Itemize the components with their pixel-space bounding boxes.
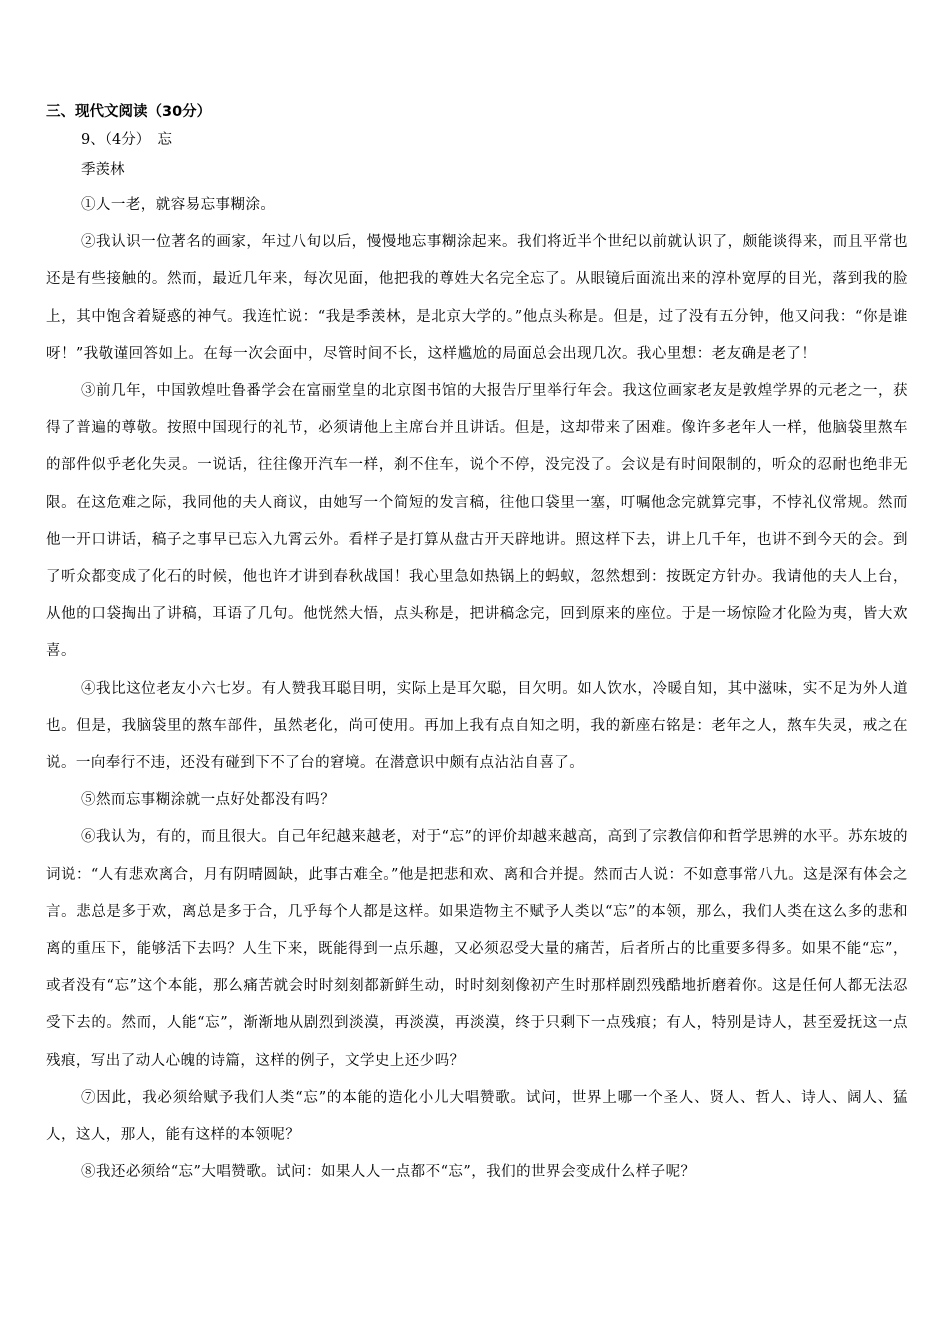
article-author: 季羡林 [81, 162, 125, 178]
section-title: 三、现代文阅读（30分） [46, 104, 212, 120]
paragraph-8: ⑧我还必须给“忘”大唱赞歌。试问：如果人人一点都不“忘”，我们的世界会变成什么样子呢？ [81, 1164, 696, 1181]
question-label: 9、（4分） 忘 [81, 132, 172, 148]
document-page [46, 98, 908, 1191]
paragraph-5: ⑤然而忘事糊涂就一点好处都没有吗？ [81, 792, 336, 809]
paragraph-2: ②我认识一位著名的画家，年过八旬以后，慢慢地忘事糊涂起来。我们将近半个世纪以前就认识了，颇能谈得来，而且平常也还是有些接触的。然而，最近几年来，每次见面，他把我的尊姓大名完全忘了。从眼镜后面流出来的淳朴宽厚的目光，落到我的脸上，其中饱含着疑惑的神气。我连忙说：“我是季羡林，是北京大学的。”他点头称是。但是，过了没有五分钟，他又问我：“你是谁呀！”我敬谨回答如上。在每一次会面中，尽管时间不长，这样尴尬的局面总会出现几次。我心里想：老友确是老了！ [46, 234, 908, 362]
paragraph-1: ①人一老，就容易忘事糊涂。 [81, 197, 276, 213]
paragraph-4: ④我比这位老友小六七岁。有人赞我耳聪目明，实际上是耳欠聪，目欠明。如人饮水，冷暖自知，其中滋味，实不足为外人道也。但是，我脑袋里的熬车部件，虽然老化，尚可使用。再加上我有点自知之明，我的新座右铭是：老年之人，熬车失灵，戒之在说。一向奉行不违，还没有碰到下不了台的窘境。在潜意识中颇有点沾沾自喜了。 [46, 680, 908, 772]
paragraph-3: ③前几年，中国敦煌吐鲁番学会在富丽堂皇的北京图书馆的大报告厅里举行年会。我这位画家老友是敦煌学界的元老之一，获得了普遍的尊敬。按照中国现行的礼节，必须请他上主席台并且讲话。但是，这却带来了困难。像许多老年人一样，他脑袋里熬车的部件似乎老化失灵。一说话，往往像开汽车一样，刹不住车，说个不停，没完没了。会议是有时间限制的，听众的忍耐也绝非无限。在这危难之际，我同他的夫人商议，由她写一个简短的发言稿，往他口袋里一塞，叮嘱他念完就算完事，不悖礼仪常规。然而他一开口讲话，稿子之事早已忘入九霄云外。看样子是打算从盘古开天辟地讲。照这样下去，讲上几千年，也讲不到今天的会。到了听众都变成了化石的时候，他也许才讲到春秋战国！我心里急如热锅上的蚂蚁，忽然想到：按既定方针办。我请他的夫人上台，从他的口袋掏出了讲稿，耳语了几句。他恍然大悟，点头称是，把讲稿念完，回到原来的座位。于是一场惊险才化险为夷，皆大欢喜。 [46, 383, 908, 660]
paragraph-6: ⑥我认为，有的，而且很大。自己年纪越来越老，对于“忘”的评价却越来越高，高到了宗教信仰和哲学思辨的水平。苏东坡的词说：“人有悲欢离合，月有阴晴圆缺，此事古难全。”他是把悲和欢、离和合并提。然而古人说：不如意事常八九。这是深有体会之言。悲总是多于欢，离总是多于合，几乎每个人都是这样。如果造物主不赋予人类以“忘”的本领，那么，我们人类在这么多的悲和离的重压下，能够活下去吗？人生下来，既能得到一点乐趣，又必须忍受大量的痛苦，后者所占的比重要多得多。如果不能“忘”，或者没有“忘”这个本能，那么痛苦就会时时刻刻都新鲜生动，时时刻刻像初产生时那样剧烈残酷地折磨着你。这是任何人都无法忍受下去的。然而，人能“忘”，渐渐地从剧烈到淡漠，再淡漠，再淡漠，终于只剩下一点残痕；有人，特别是诗人，甚至爱抚这一点残痕，写出了动人心魄的诗篇，这样的例子，文学史上还少吗？ [46, 829, 908, 1069]
paragraph-7: ⑦因此，我必须给赋予我们人类“忘”的本能的造化小儿大唱赞歌。试问，世界上哪一个圣人、贤人、哲人、诗人、阔人、猛人，这人，那人，能有这样的本领呢？ [46, 1089, 908, 1144]
